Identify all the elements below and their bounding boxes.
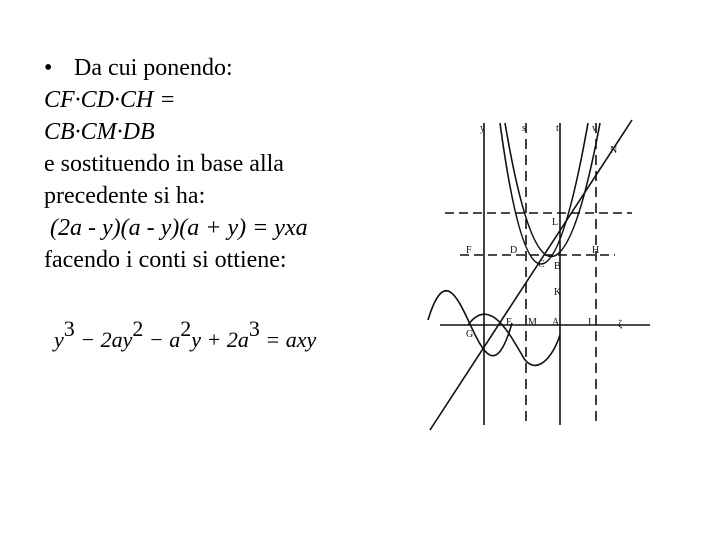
label-h: H [592, 245, 600, 256]
formula-exp-3: 2 [180, 316, 192, 341]
substitution-line-2: precedente si ha: [44, 183, 206, 209]
product-equation: (2a - y)(a - y)(a + y) = yxa [50, 215, 308, 241]
slide-text [44, 52, 384, 276]
label-b: B [554, 261, 561, 272]
bullet-marker: • [44, 55, 53, 81]
formula-exp-1: 3 [63, 316, 75, 341]
label-y: y [480, 123, 485, 134]
equation-right: CB·CM·DB [44, 119, 155, 145]
label-i: I [588, 317, 592, 328]
formula-exp-4: 3 [248, 316, 260, 341]
label-k: K [554, 287, 562, 298]
equation-left: CF·CD·CH = [44, 87, 176, 113]
formula-term-1: y [54, 327, 64, 352]
label-m: M [528, 317, 537, 328]
intro-text: Da cui ponendo: [74, 55, 233, 81]
label-l: L [552, 217, 559, 228]
geometric-construction-figure [400, 105, 670, 440]
label-c: C [538, 259, 545, 270]
formula-term-4: y + 2a [191, 327, 249, 352]
formula-exp-2: 2 [132, 316, 144, 341]
label-t: t [556, 123, 559, 134]
label-f: F [466, 245, 472, 256]
label-v: v [592, 123, 597, 134]
formula-term-3: − a [143, 327, 181, 352]
conclusion-text: facendo i conti si ottiene: [44, 247, 287, 273]
label-e: E [506, 317, 513, 328]
label-zeta: ζ [618, 319, 623, 330]
substitution-line-1: e sostituendo in base alla [44, 151, 284, 177]
figure-background [400, 105, 670, 440]
label-a: A [552, 317, 560, 328]
label-d: D [510, 245, 518, 256]
formula-term-2: − 2ay [74, 327, 133, 352]
cubic-formula [54, 316, 316, 353]
label-g: G [466, 329, 474, 340]
label-n: N [610, 145, 618, 156]
label-s: s [522, 123, 526, 134]
bullet-item [44, 52, 384, 84]
formula-term-5: = axy [259, 327, 317, 352]
